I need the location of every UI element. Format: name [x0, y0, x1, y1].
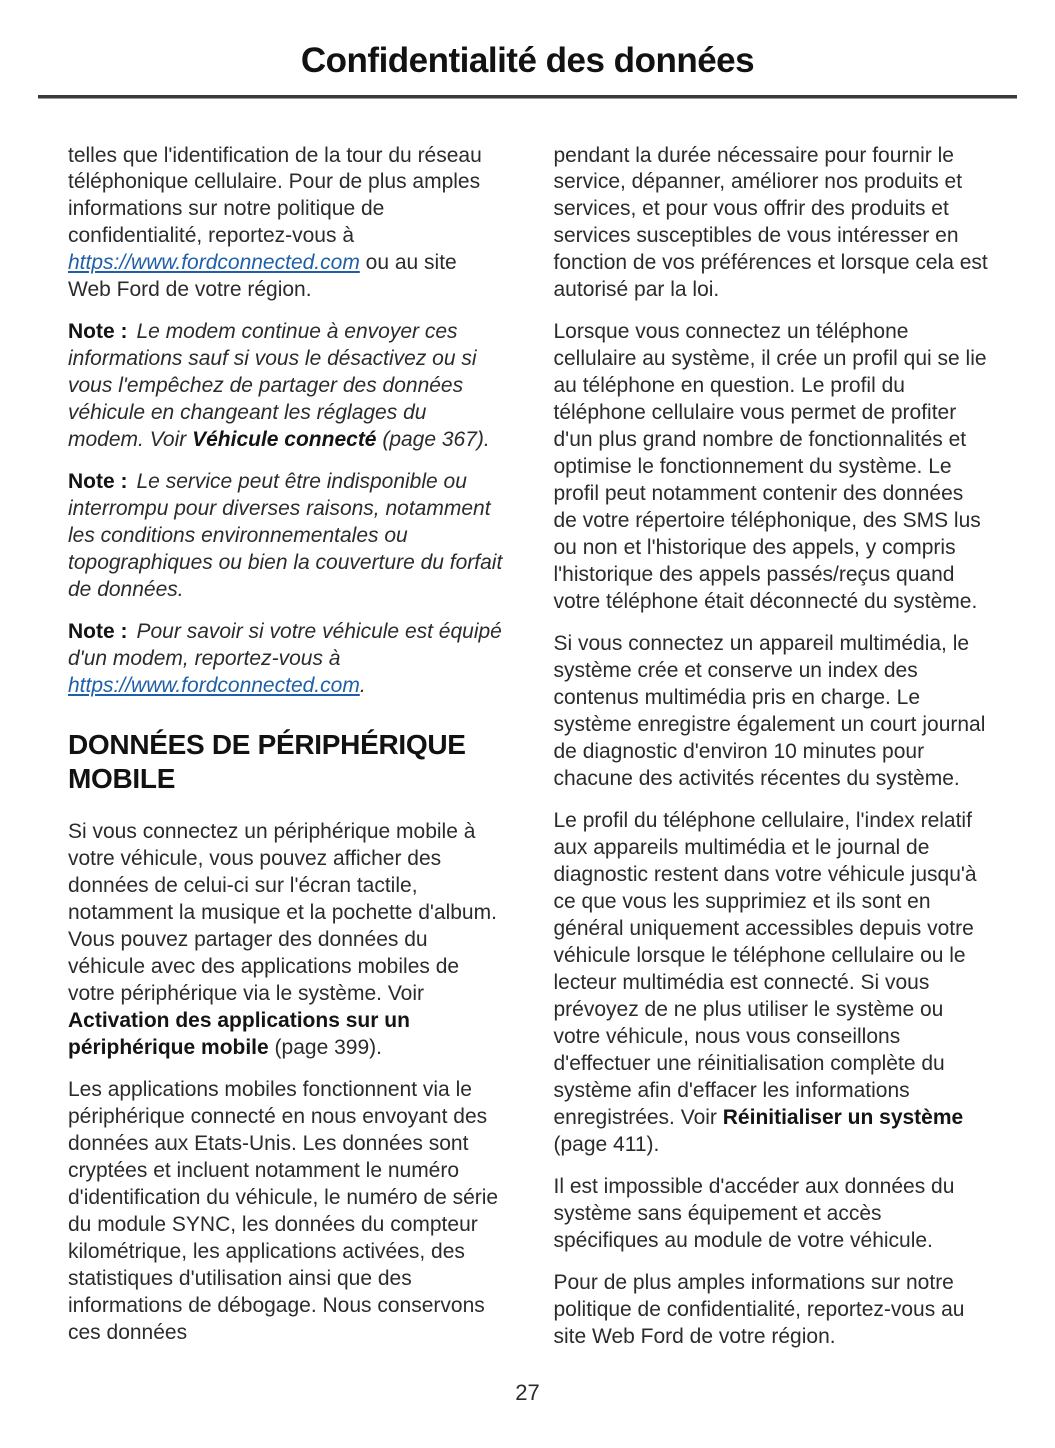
note-label: Note : [68, 320, 128, 344]
page-footer [0, 1380, 1055, 1406]
paragraph-reset [554, 808, 990, 1159]
right-column [554, 143, 990, 1366]
note-text: Pour savoir si votre véhicule est équipé d'un modem, reportez-vous à [68, 620, 502, 671]
paragraph-privacy-intro [68, 143, 504, 305]
left-column [68, 143, 504, 1366]
page-number: 27 [515, 1380, 540, 1405]
paragraph-text: Si vous connectez un périphérique mobile à votre véhicule, vous pouvez afficher des données de celui-ci sur l'écran tactile, notamment la musique et la pochette d'album. Vous pouvez partager des données du véhicule avec des applications mobiles de votre périphérique via le système. Voir [68, 820, 497, 1006]
paragraph-text: ou au site Web Ford de votre région. [68, 251, 457, 302]
note-service [68, 469, 504, 604]
page-header [38, 0, 1017, 99]
section-heading-mobile-device-data: DONNÉES DE PÉRIPHÉRIQUE MOBILE [68, 729, 466, 794]
two-column-body [38, 99, 1017, 1366]
paragraph-retention: pendant la durée nécessaire pour fournir le service, dépanner, améliorer nos produits et services, et pour vous offrir des produits et services susceptibles de vous intéresser en fonction de vos préférences et lorsque cela est autorisé par la loi. [553, 143, 988, 302]
cross-reference-activation-applications: Activation des applications sur un périphérique mobile [68, 1009, 410, 1060]
paragraph-mobile-device [68, 819, 504, 1062]
cross-reference-reinitialiser-systeme: Réinitialiser un système [722, 1105, 964, 1129]
fordconnected-link[interactable]: https://www.fordconnected.com [68, 251, 360, 275]
paragraph-media-index: Si vous connectez un appareil multimédia, le système crée et conserve un index des contenus multimédia pris en charge. Le système enregistre également un court journal de diagnostic d'environ 10 minutes pour chacune des activités récentes du système. [553, 632, 986, 791]
note-text: . [359, 674, 366, 698]
paragraph-access: Il est impossible d'accéder aux données du système sans équipement et accès spécifiques au module de votre véhicule. [553, 1174, 955, 1252]
cross-reference-vehicule-connecte: Véhicule connecté [192, 428, 377, 452]
paragraph-mobile-apps: Les applications mobiles fonctionnent via le périphérique connecté en nous envoyant des données aux Etats-Unis. Les données sont cryptées et incluent notamment le numéro d'identification du véhicule, le numéro de série du module SYNC, les données du compteur kilométrique, les applications activées, des statistiques d'utilisation ainsi que des informations de débogage. Nous conservons ces données [68, 1078, 499, 1345]
note-text: Le modem continue à envoyer ces informations sauf si vous le désactivez ou si vous l'empêchez de partager des données véhicule en changeant les réglages du modem. Voir [68, 320, 477, 452]
note-modem [68, 319, 504, 454]
note-label: Note : [68, 470, 128, 494]
page-title: Confidentialité des données [300, 41, 755, 80]
paragraph-phone-profile: Lorsque vous connectez un téléphone cellulaire au système, il crée un profil qui se lie au téléphone en question. Le profil du téléphone cellulaire vous permet de profiter d'un plus grand nombre de fonctionnalités et optimise le fonctionnement du système. Le profil peut notamment contenir des données de votre répertoire téléphonique, des SMS lus ou non et l'historique des appels, y compris l'historique des appels passés/reçus quand votre téléphone était déconnecté du système. [553, 320, 987, 614]
note-text: Le service peut être indisponible ou interrompu pour diverses raisons, notamment les conditions environnementales ou topographiques ou bien la couverture du forfait de données. [68, 470, 503, 602]
note-text: (page 367). [376, 428, 490, 452]
fordconnected-link[interactable]: https://www.fordconnected.com [68, 674, 360, 698]
note-label: Note : [68, 620, 128, 644]
paragraph-text: (page 399). [268, 1036, 382, 1060]
paragraph-text: Le profil du téléphone cellulaire, l'index relatif aux appareils multimédia et le journal de diagnostic restent dans votre véhicule jusqu'à ce que vous les supprimiez et ils sont en général uniquement accessibles depuis votre véhicule lorsque le téléphone cellulaire ou le lecteur multimédia est connecté. Si vous prévoyez de ne plus utiliser le système ou votre véhicule, nous vous conseillons d'effectuer une réinitialisation complète du système afin d'effacer les informations enregistrées. Voir [553, 809, 977, 1129]
paragraph-text: (page 411). [553, 1132, 660, 1156]
note-equipment [68, 619, 504, 700]
paragraph-text: telles que l'identification de la tour du réseau téléphonique cellulaire. Pour de plus amples informations sur notre politique de confidentialité, reportez-vous à [68, 143, 482, 248]
paragraph-more-info: Pour de plus amples informations sur notre politique de confidentialité, reportez-vous au site Web Ford de votre région. [553, 1270, 965, 1348]
